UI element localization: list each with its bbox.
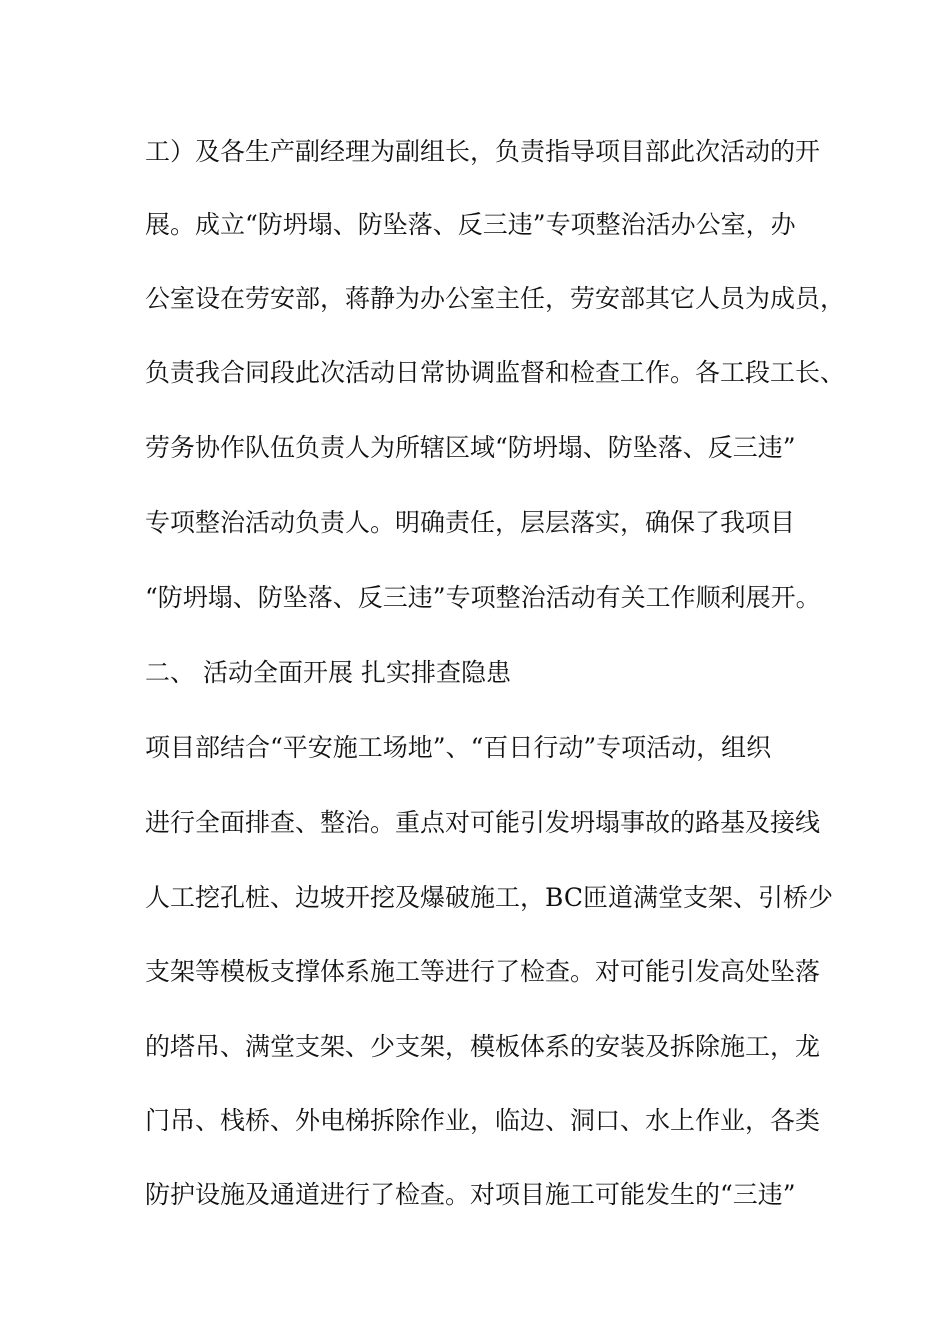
section-number: 二、 [145,658,196,687]
body-text-line: 负责我合同段此次活动日常协调监督和检查工作。各工段工长、 [145,358,845,387]
body-text-line: 展。成立“防坍塌、防坠落、反三违”专项整治活办公室，办 [145,210,796,239]
body-text-line: 防护设施及通道进行了检查。对项目施工可能发生的“三违” [145,1180,796,1209]
body-text-line: 公室设在劳安部，蒋静为办公室主任，劳安部其它人员为成员， [145,284,845,313]
body-text-line: 劳务协作队伍负责人为所辖区域“防坍塌、防坠落、反三违” [145,433,796,462]
body-text-line: 门吊、栈桥、外电梯拆除作业，临边、洞口、水上作业，各类 [145,1106,821,1135]
body-text-line: 人工挖孔桩、边坡开挖及爆破施工，BC匝道满堂支架、引桥少 [145,883,833,912]
body-text-line: “防坍塌、防坠落、反三违”专项整治活动有关工作顺利展开。 [145,583,821,612]
body-text-line: 工）及各生产副经理为副组长，负责指导项目部此次活动的开 [145,137,821,166]
body-text-line: 支架等模板支撑体系施工等进行了检查。对可能引发高处坠落 [145,957,821,986]
body-text-line: 的塔吊、满堂支架、少支架，模板体系的安装及拆除施工，龙 [145,1032,821,1061]
body-text-line: 专项整治活动负责人。明确责任，层层落实，确保了我项目 [145,508,796,537]
body-text-line: 项目部结合“平安施工场地”、“百日行动”专项活动，组织 [145,733,772,762]
section-heading [145,653,845,693]
body-text-line: 进行全面排查、整治。重点对可能引发坍塌事故的路基及接线 [145,808,821,837]
section-title: 活动全面开展 扎实排查隐患 [203,658,511,687]
